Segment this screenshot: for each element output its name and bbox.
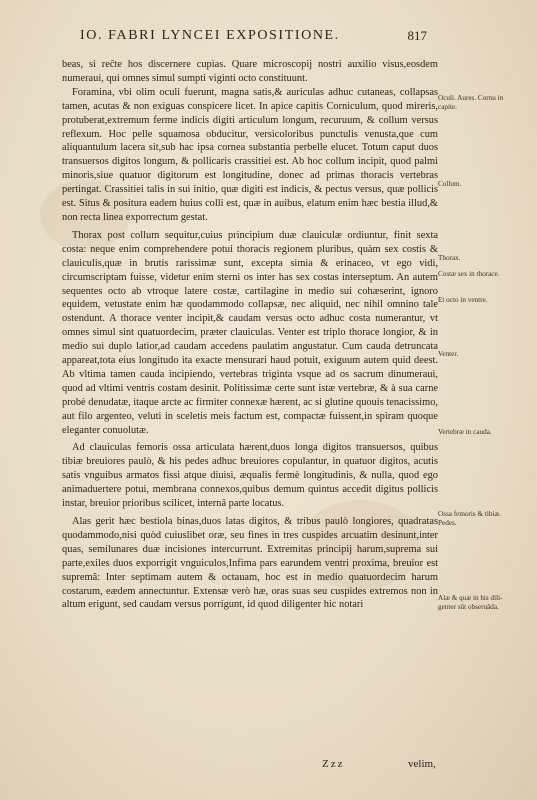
margin-note: Et octo in ventre.: [438, 296, 488, 304]
catchword: Zzz: [322, 758, 345, 770]
paragraph: Ad clauiculas femoris ossa articulata hærent,duos longa digitos transuersos, quibus tibiæ breuiores paulò, & his pedes adhuc breuiores copulantur, in quatuor digitos, acutis satis vnguibus armatos fissi atque diuisi, æqualis fermè longitudinis, & nulla, quod ego animaduertere potui, membrana connexos,quibus demum quintus accedit digitus pollicis instar, breuior prioribus scilicet, internâ parte locatus.: [62, 442, 438, 510]
main-text: [62, 58, 438, 612]
paragraph: beas, si reĉte hos discernere cupias. Quare microscopij nostri auxilio visus,eosdem numeraui, qui omnes simul sumpti viginti octo constituunt.: [62, 59, 438, 84]
margin-note: Ossa femoris & tibiæ. Pedes.: [438, 510, 502, 527]
margin-note: Venter.: [438, 350, 459, 358]
paragraph: Foramina, vbi olim oculi fuerunt, magna satis,& auriculas adhuc cutaneas, collapsas tamen, acutas & non exiguas conspicere licet. In apice capitis Corniculum, quod mireris, protuberat,extremum ferme indicis digiti articulum longum, recuruum, & collum versus reflexum. Hoc pelle squamosa obducitur, versicoloribus punctulis venusta,que cum aliquantulum lacera sit,sub hac ipsa cornea substantia perbelle elucet. Totum caput duos transuersos digitos longum, & pollicaris crassitiei est. Ab hoc collum incipit, quod palmi minoris,siue quatuor digitorum est longitudine, donec ad primas thoracis vertebras pertingat. Crassitiei talis in sui initio, quæ digiti est indicis, & pectus versus, quæ pollicis est. Situs & positura eadem huius colli est, quæ in auibus, elatum enim hæc bestia illud,& non recta linea exporrectum gestat.: [62, 86, 438, 223]
margin-note: Vertebræ in cauda.: [438, 428, 492, 436]
margin-note: Costæ sex in thorace.: [438, 270, 500, 278]
next-page-word: velim,: [408, 758, 436, 770]
paragraph: Alas gerit hæc bestiola binas,duos latas digitos, & tribus paulò longiores, quadratas quodammodo,nisi quòd cuiuslibet oræ, seu fines in tres cuspides arcuatim desinunt,inter quas, semilunares duæ incisiones intercurrunt. Extremitas principij harum,suprema sui parte,exiles duos exporrigit vnguiculos,Infima pars earundem ventri proxima, breuior est supremâ: Inter septimam autem & octauam, hoc est in medio quatuordecim harum costarum, eædem annectuntur. Extensæ verò hæ, oras suas seu cuspides extremos non in altum erigunt, sed caudam versus porrigunt, id quod diligenter hic notari: [62, 516, 438, 611]
paragraph: Thorax post collum sequitur,cuius principium duæ clauiculæ ordiuntur, finit sexta costa: neque enim comprehendere potui thoracis regionem pluribus, quàm sex costis & clauiculis,quæ in brutis rarissimæ sunt, excepta simia & erinaceo, vt ego vidi, circumscriptam fuisse, videtur enim sterni os inter has sex costas interseptum. An autem sequentes octo ab vtroque latere costæ, cartilagine in medio sui cohæserint, ignoro equidem, vetustate enim hæ quodammodo collapsæ, nec aliquid, nec nihil omnino tale ostendunt. A thorace venter incipit,& caudam versus octo adhuc costa numerantur, vt omnes simul sint quatuordecim, præter clauiculas. Venter est triplo thorace longior, & in medio sui duplo latior,ad caudam accedens paulatim angustatur. Cum cauda detruncata appareat,tota eius longitudo ita exacte mensurari haud potuit, exiguum autem quid deest. Ab vltima tamen cauda incipiendo, vertebras triginta vsque ad os sacrum dinumeraui, quod ad vltimi ventris costam desinit. Politissimæ certe sunt istæ vertebræ, & à sua carne probè denudatæ, itaque arcte ac firmiter connexæ hærent, ac si glutine quouis tenacissimo, aut filo argenteo, veluti in sceletis meis factum est, compactæ fuissent,in spiram quoque eleganter conuolutæ.: [62, 229, 438, 436]
running-title: IO. FABRI LYNCEI EXPOSITIONE.: [80, 28, 340, 43]
margin-note: Collum.: [438, 180, 462, 188]
running-header: [0, 28, 537, 50]
margin-note: Alæ & quæ in his diligenter sūt obseruāda.: [438, 594, 503, 611]
page-number: 817: [407, 28, 427, 43]
margin-note: Thorax.: [438, 254, 461, 262]
margin-note: Oculi. Aures. Cornu in capite.: [438, 94, 504, 111]
